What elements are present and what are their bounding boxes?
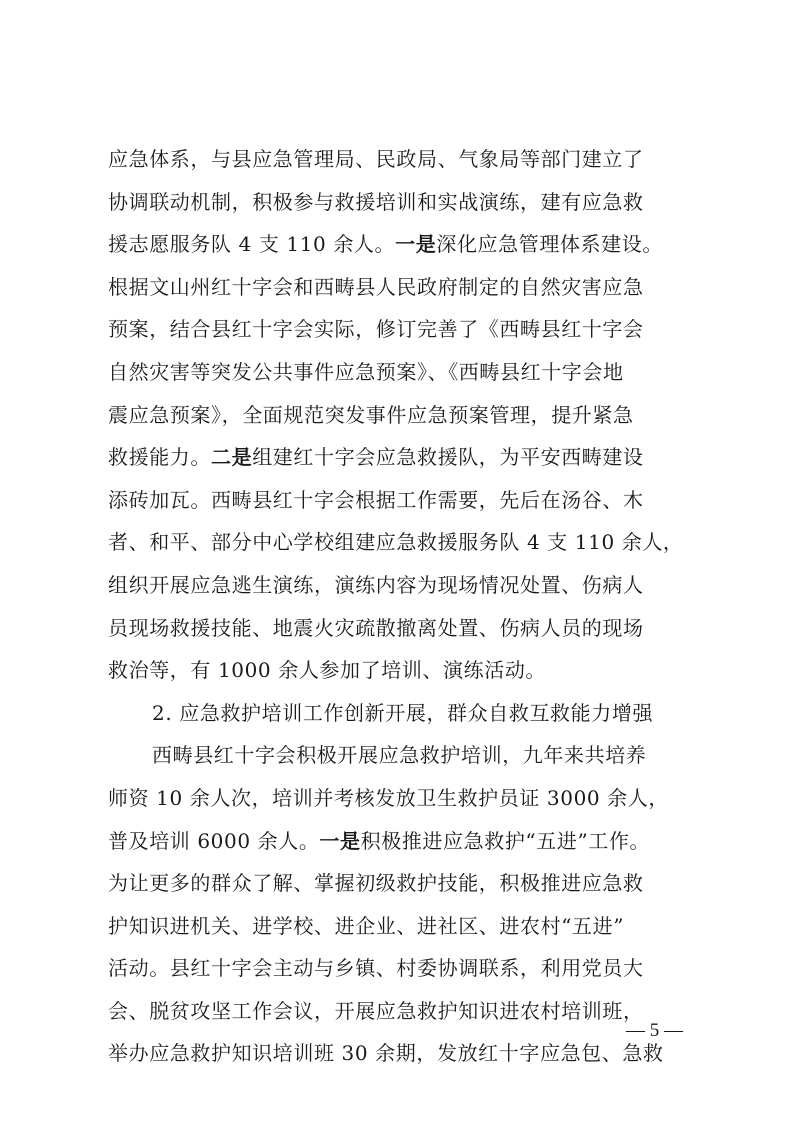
text-line <box>108 862 700 905</box>
text-line <box>108 990 700 1033</box>
text-segment: 组建红十字会应急救援队，为平安西畴建设 <box>252 445 644 470</box>
text-segment: 协调联动机制，积极参与救援培训和实战演练，建有应急救 <box>108 189 644 214</box>
text-line <box>108 351 700 394</box>
text-segment: 2. 应急救护培训工作创新开展，群众自救互救能力增强 <box>152 700 654 725</box>
text-segment: 师资 10 余人次，培训并考核发放卫生救护员证 3000 余人， <box>108 785 669 810</box>
text-segment: 积极推进应急救护“五进”工作。 <box>360 828 651 853</box>
text-line <box>108 607 700 650</box>
text-line <box>108 649 700 692</box>
text-segment: 西畴县红十字会积极开展应急救护培训，九年来共培养 <box>152 743 647 768</box>
text-line <box>108 734 700 777</box>
text-segment: 组织开展应急逃生演练，演练内容为现场情况处置、伤病人 <box>108 572 644 597</box>
text-segment: 根据文山州红十字会和西畴县人民政府制定的自然灾害应急 <box>108 274 644 299</box>
text-line <box>108 138 700 181</box>
text-line <box>108 692 700 735</box>
text-segment: 添砖加瓦。西畴县红十字会根据工作需要，先后在汤谷、木 <box>108 487 644 512</box>
text-segment: 活动。县红十字会主动与乡镇、村委协调联系，利用党员大 <box>108 956 644 981</box>
text-segment: 自然灾害等突发公共事件应急预案》、《西畴县红十字会地 <box>108 359 624 384</box>
text-segment: 会、脱贫攻坚工作会议，开展应急救护知识进农村培训班， <box>108 998 644 1023</box>
text-segment: 救治等，有 1000 余人参加了培训、演练活动。 <box>108 658 547 683</box>
text-segment: 深化应急管理体系建设。 <box>436 232 663 257</box>
text-segment: 援志愿服务队 4 支 110 余人。 <box>108 232 396 257</box>
page-number: — 5 — <box>626 1020 683 1041</box>
emphasis-marker: 一是 <box>319 828 361 853</box>
text-segment: 护知识进机关、进学校、进企业、进社区、进农村“五进” <box>108 913 625 938</box>
text-line <box>108 820 700 863</box>
text-segment: 震应急预案》，全面规范突发事件应急预案管理，提升紧急 <box>108 402 634 427</box>
text-segment: 员现场救援技能、地震火灾疏散撤离处置、伤病人员的现场 <box>108 615 644 640</box>
text-segment: 预案，结合县红十字会实际，修订完善了《西畴县红十字会 <box>108 317 644 342</box>
text-line <box>108 564 700 607</box>
text-segment: 举办应急救护知识培训班 30 余期，发放红十字应急包、急救 <box>108 1041 664 1066</box>
text-segment: 普及培训 6000 余人。 <box>108 828 320 853</box>
text-line <box>108 394 700 437</box>
text-segment: 为让更多的群众了解、掌握初级救护技能，积极推进应急救 <box>108 871 644 896</box>
text-segment: 者、和平、部分中心学校组建应急救援服务队 4 支 110 余人， <box>108 530 684 555</box>
text-segment: 应急体系，与县应急管理局、民政局、气象局等部门建立了 <box>108 147 644 171</box>
text-segment: 救援能力。 <box>108 445 211 470</box>
text-line <box>108 181 700 224</box>
text-line <box>108 905 700 948</box>
text-line <box>108 223 700 266</box>
text-line <box>108 1032 700 1075</box>
text-line <box>108 777 700 820</box>
text-line <box>108 479 700 522</box>
text-line <box>108 308 700 351</box>
body-text <box>108 138 700 1075</box>
text-line <box>108 266 700 309</box>
emphasis-marker: 一是 <box>395 232 437 257</box>
text-line <box>108 521 700 564</box>
emphasis-marker: 二是 <box>211 445 253 470</box>
text-line <box>108 947 700 990</box>
text-line <box>108 436 700 479</box>
